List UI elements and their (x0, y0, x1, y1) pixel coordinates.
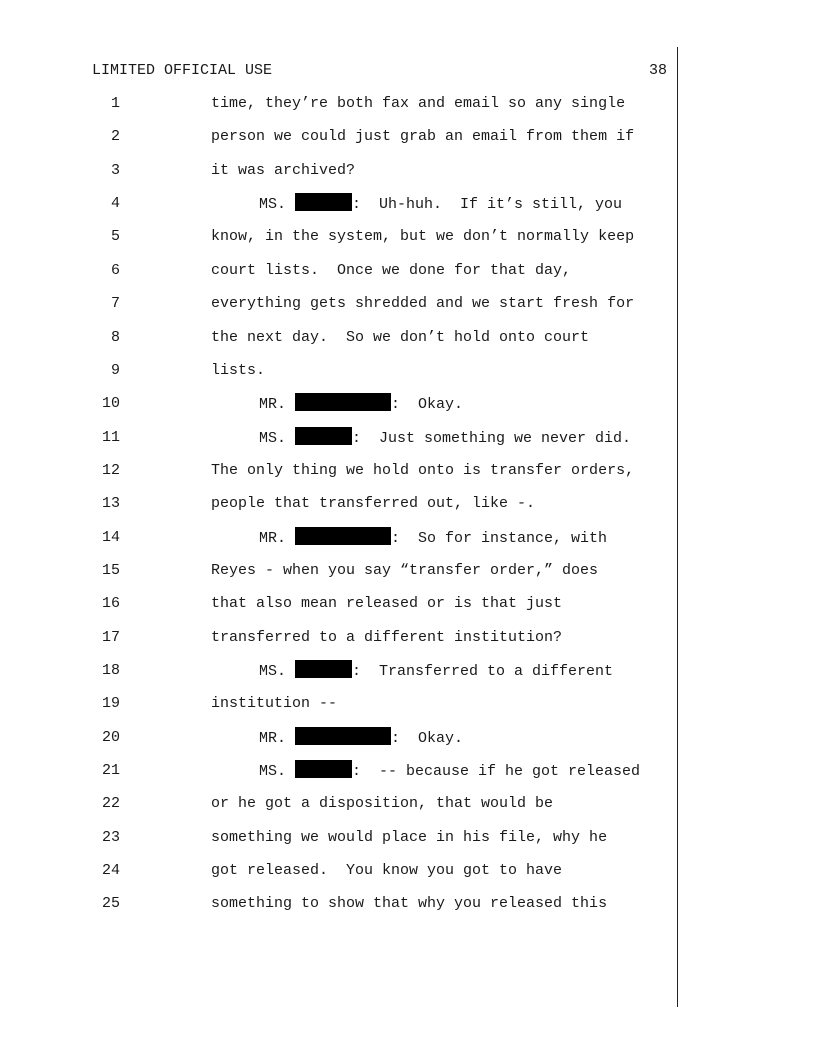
speaker-title: MS. (259, 429, 296, 447)
line-text (211, 460, 634, 482)
line-content: lists. (211, 361, 266, 379)
line-number: 24 (101, 862, 120, 880)
line-text (211, 360, 265, 382)
line-text (211, 593, 562, 615)
transcript-line (0, 393, 677, 415)
line-content: The only thing we hold onto is transfer orders, (211, 461, 635, 479)
transcript-line (0, 493, 677, 515)
transcript-line (0, 760, 677, 782)
transcript-line (0, 727, 677, 749)
line-number: 16 (101, 595, 120, 613)
line-number: 4 (110, 195, 120, 213)
line-text (211, 793, 553, 815)
line-number: 13 (101, 495, 120, 513)
line-content: people that transferred out, like -. (211, 495, 536, 513)
line-number: 22 (101, 795, 120, 813)
transcript-line (0, 860, 677, 882)
line-number: 20 (101, 728, 120, 746)
line-content: person we could just grab an email from them if (211, 128, 635, 146)
line-number: 2 (110, 128, 120, 146)
line-content: : -- because if he got released (352, 763, 641, 780)
line-text (211, 493, 535, 515)
line-number: 6 (110, 261, 120, 279)
line-content: : So for instance, with (391, 529, 608, 547)
line-text (211, 827, 607, 849)
line-text (211, 560, 598, 582)
line-number: 9 (110, 361, 120, 379)
line-number: 1 (110, 95, 120, 112)
line-text (259, 760, 640, 783)
line-text (211, 893, 607, 915)
speaker-title: MS. (259, 763, 296, 780)
redaction-box (295, 760, 352, 778)
line-text (259, 193, 622, 216)
line-text (259, 660, 613, 683)
line-content: Reyes - when you say “transfer order,” does (211, 561, 599, 579)
line-number: 19 (101, 695, 120, 713)
line-number: 14 (101, 528, 120, 546)
redaction-box (295, 527, 391, 545)
transcript-line (0, 660, 677, 682)
transcript-line (0, 226, 677, 248)
transcript-line (0, 93, 677, 115)
line-number: 17 (101, 628, 120, 646)
redaction-box (295, 427, 352, 445)
speaker-title: MS. (259, 196, 296, 214)
line-text (211, 160, 355, 182)
speaker-title: MS. (259, 663, 296, 680)
transcript-line (0, 527, 677, 549)
line-text (211, 260, 571, 282)
line-number: 8 (110, 328, 120, 346)
line-number: 3 (110, 161, 120, 179)
line-text (259, 393, 463, 416)
line-content: the next day. So we don’t hold onto court (211, 328, 590, 346)
transcript-line (0, 160, 677, 182)
line-content: something we would place in his file, why he (211, 828, 608, 846)
line-content: transferred to a different institution? (211, 628, 563, 646)
line-content: court lists. Once we done for that day, (211, 261, 572, 279)
line-text (211, 860, 562, 882)
transcript-line (0, 126, 677, 148)
line-content: : Okay. (391, 729, 464, 747)
line-text (259, 727, 463, 750)
transcript-line (0, 260, 677, 282)
line-content: : Okay. (391, 396, 464, 414)
redaction-box (295, 727, 391, 745)
line-text (259, 527, 607, 550)
classification-header: LIMITED OFFICIAL USE (92, 62, 273, 79)
right-margin-rule (677, 47, 678, 1007)
transcript-line (0, 560, 677, 582)
transcript-line (0, 593, 677, 615)
line-number: 11 (101, 428, 120, 446)
line-number: 12 (101, 461, 120, 479)
line-number: 10 (101, 395, 120, 413)
transcript-line (0, 360, 677, 382)
line-content: institution -- (211, 695, 338, 713)
redaction-box (295, 393, 391, 411)
line-content: everything gets shredded and we start fresh for (211, 295, 635, 313)
speaker-title: MR. (259, 729, 296, 747)
line-content: : Transferred to a different (352, 663, 614, 680)
line-text (211, 327, 589, 349)
line-text (211, 93, 625, 115)
transcript-line (0, 327, 677, 349)
line-text (211, 226, 634, 248)
line-number: 5 (110, 228, 120, 246)
page-number: 38 (649, 62, 668, 79)
line-content: time, they’re both fax and email so any single (211, 95, 626, 112)
line-number: 15 (101, 561, 120, 579)
line-number: 7 (110, 295, 120, 313)
speaker-title: MR. (259, 396, 296, 414)
line-content: : Just something we never did. (352, 429, 632, 447)
redaction-box (295, 660, 352, 678)
transcript-line (0, 427, 677, 449)
line-content: know, in the system, but we don’t normally keep (211, 228, 635, 246)
line-text (211, 293, 634, 315)
transcript-line (0, 827, 677, 849)
redaction-box (295, 193, 352, 211)
line-text (259, 427, 631, 450)
line-number: 25 (101, 895, 120, 913)
line-text (211, 627, 562, 649)
transcript-line (0, 460, 677, 482)
transcript-line (0, 293, 677, 315)
line-content: or he got a disposition, that would be (211, 795, 554, 813)
line-text (211, 693, 337, 715)
line-number: 21 (101, 762, 120, 779)
line-content: : Uh-huh. If it’s still, you (352, 196, 623, 214)
transcript-line (0, 693, 677, 715)
transcript-line (0, 793, 677, 815)
line-text (211, 126, 634, 148)
speaker-title: MR. (259, 529, 296, 547)
line-content: something to show that why you released this (211, 895, 608, 913)
line-content: got released. You know you got to have (211, 862, 563, 880)
line-content: it was archived? (211, 161, 356, 179)
transcript-line (0, 627, 677, 649)
transcript-line (0, 893, 677, 915)
line-content: that also mean released or is that just (211, 595, 563, 613)
transcript-line (0, 193, 677, 215)
line-number: 23 (101, 828, 120, 846)
line-number: 18 (101, 662, 120, 679)
